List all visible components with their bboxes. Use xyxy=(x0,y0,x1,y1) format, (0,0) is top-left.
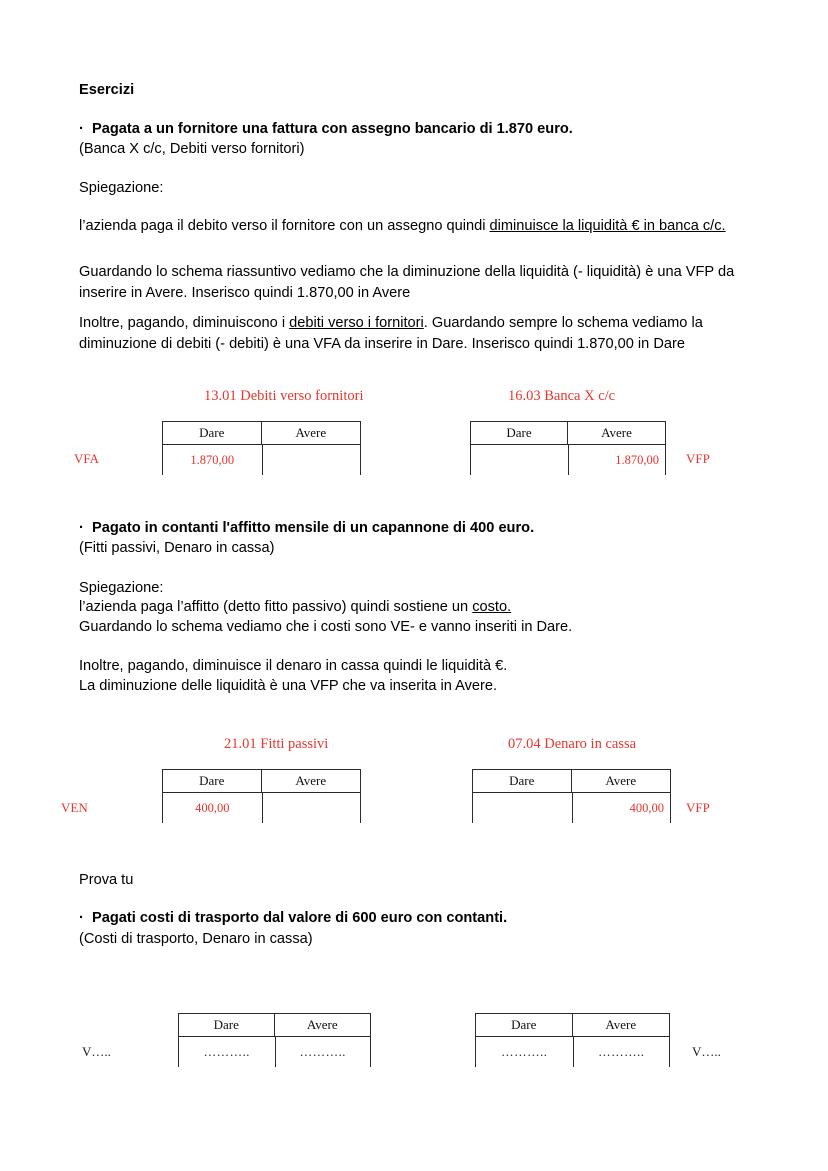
column-header-avere: Avere xyxy=(295,425,327,440)
taccount-avere-value: 400,00 xyxy=(572,793,672,823)
taccount-side-label-ven: VEN xyxy=(61,800,88,815)
column-header-avere: Avere xyxy=(605,1017,637,1032)
taccount-header xyxy=(178,1013,371,1036)
taccount-title-denaro-in-cassa: 07.04 Denaro in cassa xyxy=(508,736,637,752)
taccount-body xyxy=(162,792,361,822)
taccount-dare-value xyxy=(470,445,568,475)
exercise-2-paragraph-1 xyxy=(79,597,744,618)
exercise-1-paragraph-3 xyxy=(79,313,744,354)
exercise-2-paragraph-1-underlined: costo. xyxy=(472,599,512,615)
exercise-2-explanation-label: Spiegazione: xyxy=(79,580,164,596)
taccount-dare-value: 400,00 xyxy=(162,793,262,823)
taccount-body xyxy=(475,1036,670,1066)
exercise-1-paragraph-1-underlined: diminuisce la liquidità € in banca c/c. xyxy=(489,218,726,234)
taccount-avere-input[interactable]: ……….. xyxy=(573,1037,671,1067)
column-header-dare: Dare xyxy=(163,770,262,792)
column-header-dare: Dare xyxy=(179,1014,275,1036)
taccount-body xyxy=(178,1036,371,1066)
column-header-avere: Avere xyxy=(295,773,327,788)
exercise-2-paragraph-4: La diminuzione delle liquidità è una VFP che va inserita in Avere. xyxy=(79,678,498,694)
column-header-dare: Dare xyxy=(471,422,568,444)
taccount-fitti-passivi xyxy=(162,769,361,822)
taccount-denaro-in-cassa xyxy=(472,769,671,822)
exercise-1-explanation-label: Spiegazione: xyxy=(79,180,164,196)
taccount-avere-value xyxy=(262,793,362,823)
column-header-dare: Dare xyxy=(476,1014,573,1036)
column-header-avere: Avere xyxy=(306,1017,338,1032)
taccount-blank-right[interactable] xyxy=(475,1013,670,1066)
taccount-title-debiti-verso-fornitori: 13.01 Debiti verso fornitori xyxy=(204,388,364,404)
taccount-avere-value: 1.870,00 xyxy=(568,445,666,475)
taccount-dare-input[interactable]: ……….. xyxy=(475,1037,573,1067)
taccount-side-label-vfp-1: VFP xyxy=(686,451,710,466)
column-header-avere: Avere xyxy=(601,425,632,440)
exercise-1-paragraph-3-lead: Inoltre, pagando, diminuiscono i xyxy=(79,315,290,331)
taccount-header xyxy=(470,421,666,444)
taccount-header xyxy=(475,1013,670,1036)
taccount-avere-input[interactable]: ……….. xyxy=(275,1037,372,1067)
taccount-banca-x-cc xyxy=(470,421,666,474)
exercise-2-accounts: (Fitti passivi, Denaro in cassa) xyxy=(79,540,275,556)
taccount-side-label-vfp-2: VFP xyxy=(686,800,710,815)
taccount-debiti-verso-fornitori xyxy=(162,421,361,474)
taccount-dare-value xyxy=(472,793,572,823)
exercise-1-paragraph-2: Guardando lo schema riassuntivo vediamo che la diminuzione della liquidità (- liquidità) è una VFP da inserire in Avere. Inserisco quindi 1.870,00 in Avere xyxy=(79,264,739,301)
prova-tu-label: Prova tu xyxy=(79,872,134,888)
taccount-body xyxy=(472,792,671,822)
taccount-blank-left[interactable] xyxy=(178,1013,371,1066)
exercise-1-accounts: (Banca X c/c, Debiti verso fornitori) xyxy=(79,141,305,157)
exercise-1-paragraph-3-tail: . Guardando sempre lo schema vediamo la diminuzione di debiti (- debiti) è una VFA da inserire in Dare. Inserisco quindi 1.870,00 in Dare xyxy=(79,315,707,352)
taccount-title-fitti-passivi: 21.01 Fitti passivi xyxy=(224,736,329,752)
column-header-avere: Avere xyxy=(605,773,637,788)
exercise-1-paragraph-1 xyxy=(79,216,744,237)
taccount-body xyxy=(162,444,361,474)
taccount-side-label-blank-right: V….. xyxy=(692,1044,721,1059)
taccount-title-banca-x-cc: 16.03 Banca X c/c xyxy=(508,388,616,404)
taccount-header xyxy=(162,421,361,444)
column-header-dare: Dare xyxy=(473,770,572,792)
taccount-side-label-vfa: VFA xyxy=(74,451,100,466)
taccount-header xyxy=(472,769,671,792)
taccount-dare-input[interactable]: ……….. xyxy=(178,1037,275,1067)
exercise-3-accounts: (Costi di trasporto, Denaro in cassa) xyxy=(79,931,313,947)
exercise-3-title: · Pagati costi di trasporto dal valore di 600 euro con contanti. xyxy=(79,910,508,926)
exercise-2-paragraph-2: Guardando lo schema vediamo che i costi sono VE- e vanno inseriti in Dare. xyxy=(79,619,573,635)
exercise-2-paragraph-1-lead: l’azienda paga l’affitto (detto fitto passivo) quindi sostiene un xyxy=(79,599,473,615)
exercise-1-title: · Pagata a un fornitore una fattura con assegno bancario di 1.870 euro. xyxy=(79,121,573,137)
taccount-dare-value: 1.870,00 xyxy=(162,445,262,475)
page-title: Esercizi xyxy=(79,82,135,98)
taccount-body xyxy=(470,444,666,474)
exercise-2-title: · Pagato in contanti l'affitto mensile di un capannone di 400 euro. xyxy=(79,520,535,536)
taccount-header xyxy=(162,769,361,792)
taccount-avere-value xyxy=(262,445,362,475)
exercise-2-paragraph-3: Inoltre, pagando, diminuisce il denaro in cassa quindi le liquidità €. xyxy=(79,658,508,674)
exercise-1-paragraph-3-underlined: debiti verso i fornitori xyxy=(289,315,424,331)
column-header-dare: Dare xyxy=(163,422,262,444)
taccount-side-label-blank-left: V….. xyxy=(82,1044,111,1059)
exercise-1-paragraph-1-lead: l’azienda paga il debito verso il fornitore con un assegno quindi xyxy=(79,218,490,234)
